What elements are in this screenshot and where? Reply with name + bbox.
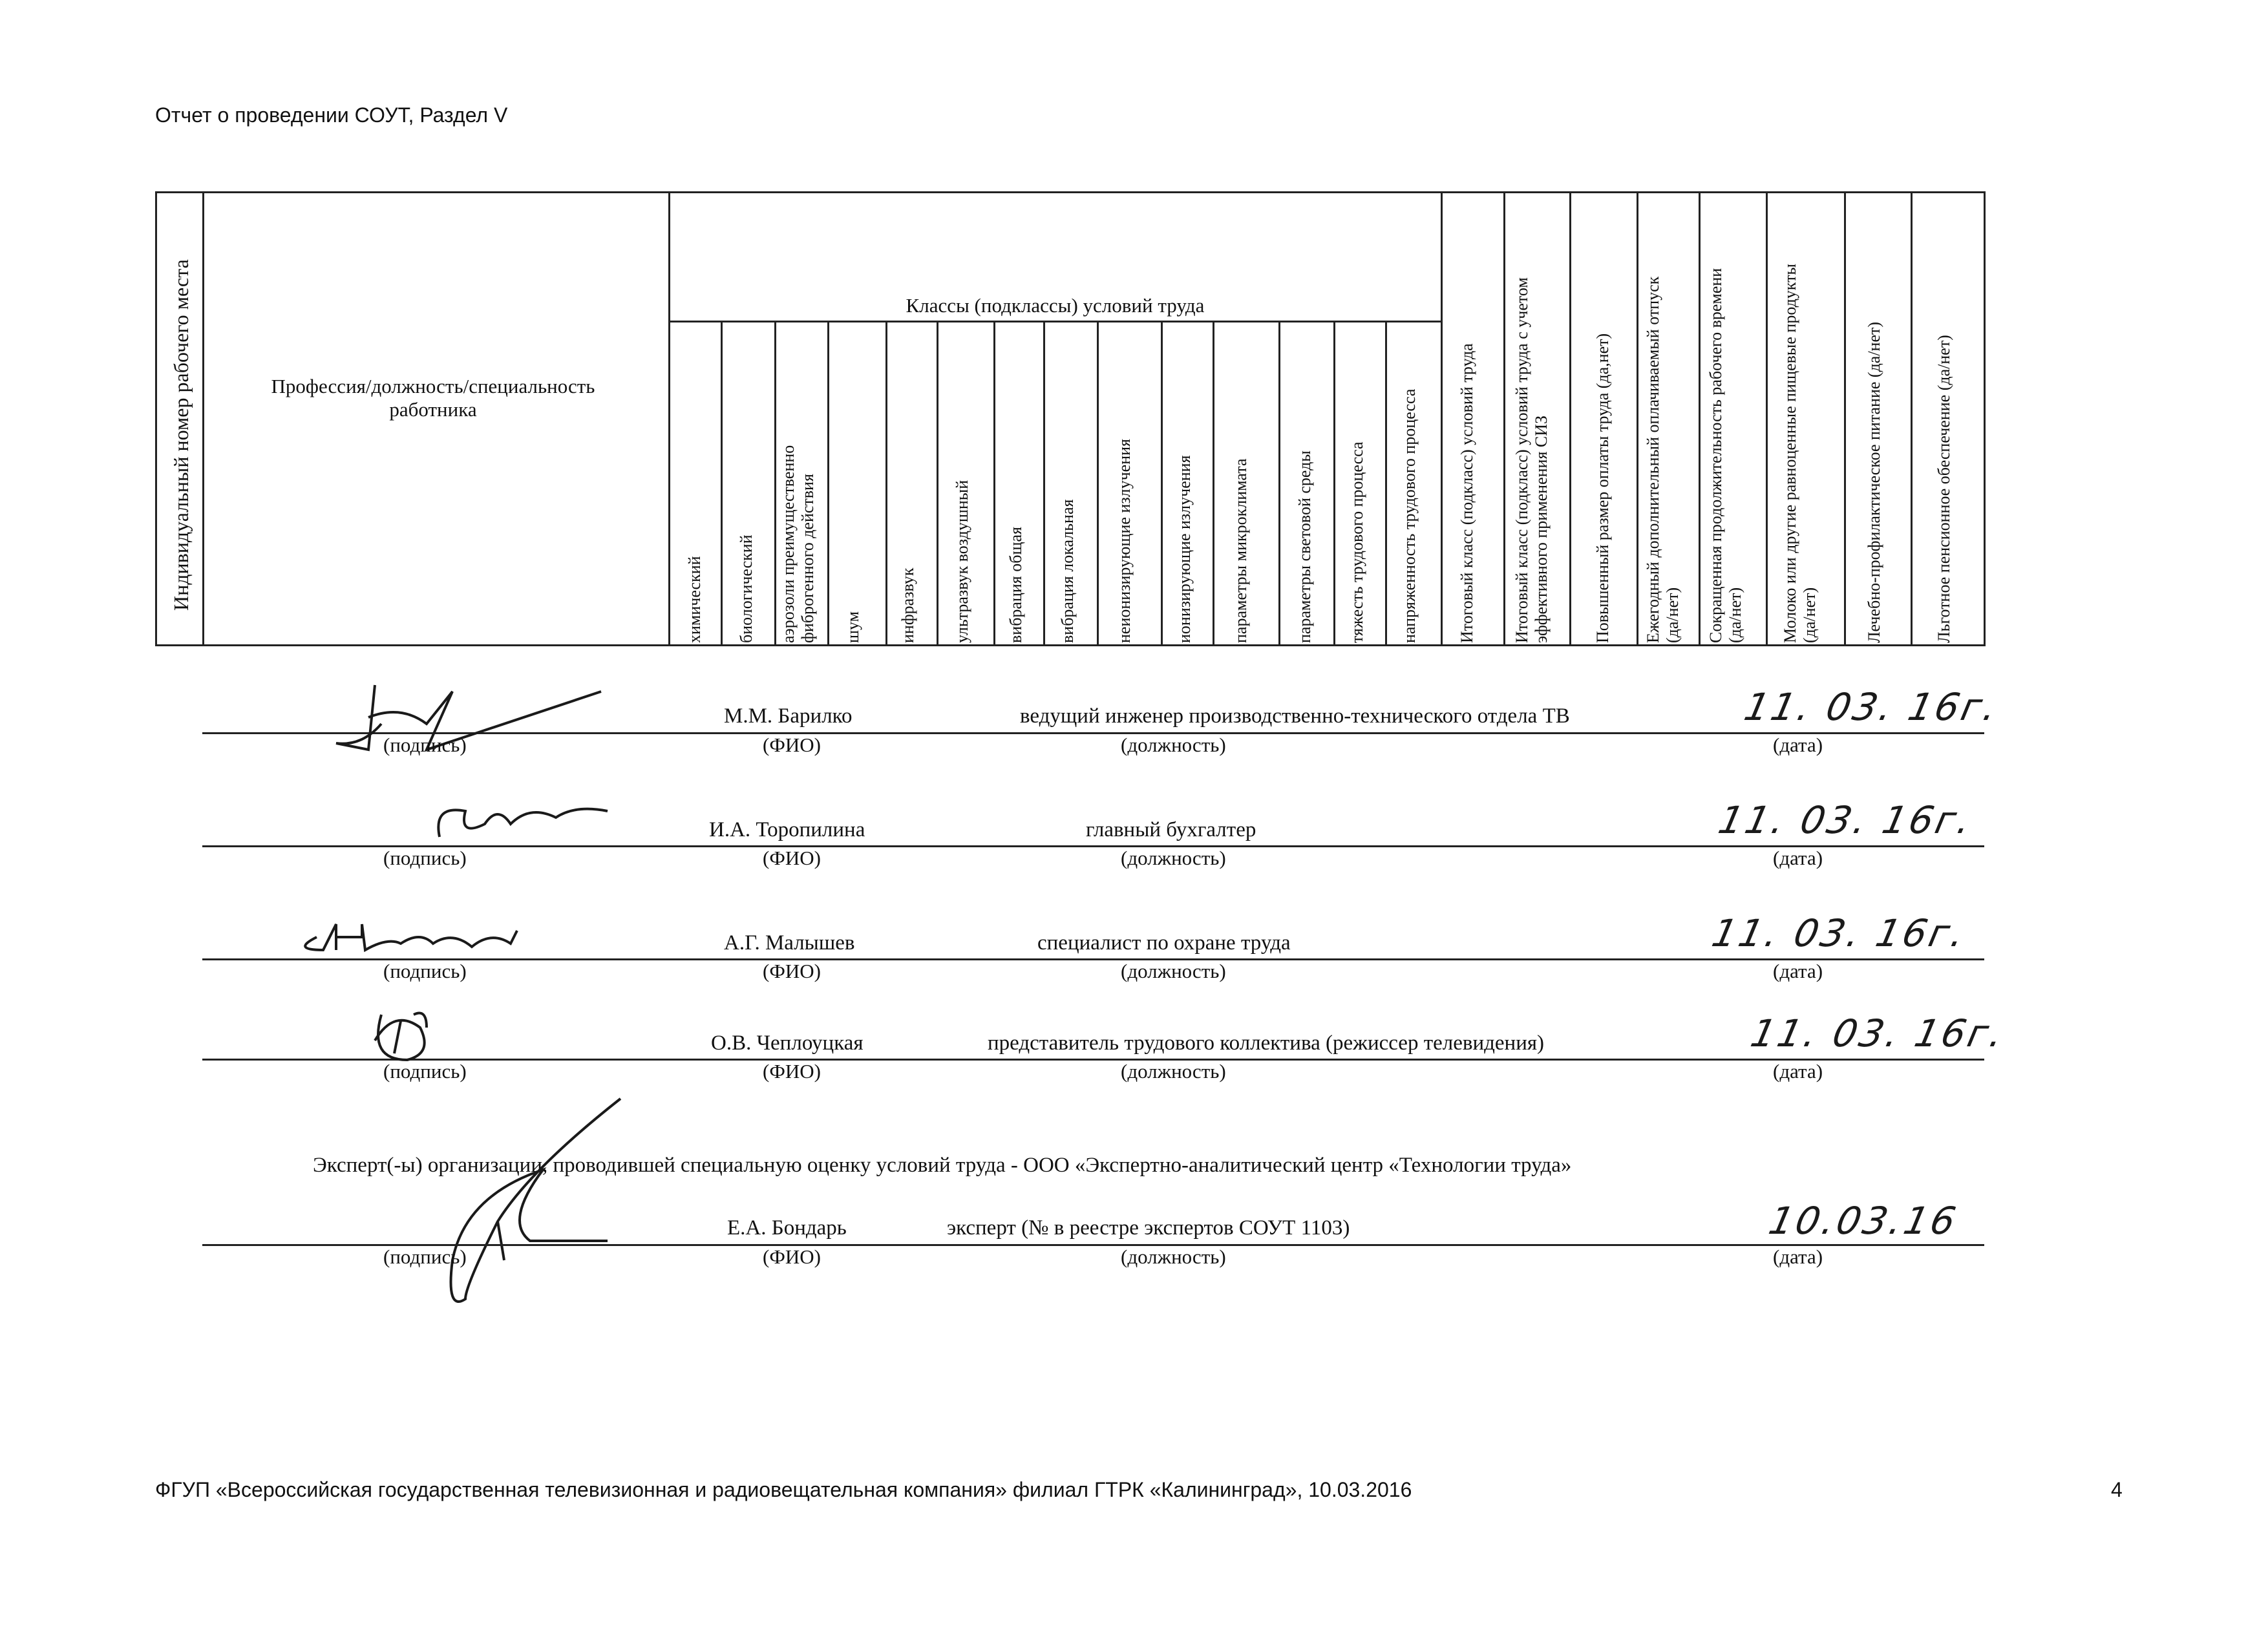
signatory-4-position: представитель трудового коллектива (режиссер телевидения)	[988, 1031, 1545, 1055]
caption-position-3: (должность)	[1121, 960, 1226, 982]
signature-expert-icon	[336, 1092, 633, 1312]
col-non-ionizing: неионизирующие излучения	[1115, 439, 1134, 643]
signatory-3-date: 11. 03. 16г.	[1708, 911, 1971, 955]
col-pension: Льготное пенсионное обеспечение (да/нет)	[1934, 335, 1953, 643]
caption-position-1: (должность)	[1121, 734, 1226, 756]
classes-group-title: Классы (подклассы) условий труда	[906, 294, 1205, 317]
caption-signature-expert: (подпись)	[383, 1245, 467, 1268]
caption-signature-1: (подпись)	[383, 734, 467, 756]
signatory-1-position: ведущий инженер производственно-технического отдела ТВ	[1020, 704, 1570, 728]
caption-date-1: (дата)	[1773, 734, 1823, 756]
col-final-class: Итоговый класс (подкласс) условий труда	[1457, 343, 1476, 643]
col-chemical: химический	[685, 556, 704, 643]
expert-date: 10.03.16	[1765, 1199, 1962, 1243]
signature-2-icon	[427, 792, 620, 850]
caption-date-2: (дата)	[1773, 847, 1823, 869]
col-vibration-general: вибрация общая	[1006, 527, 1025, 643]
caption-fio-4: (ФИО)	[763, 1060, 821, 1083]
col-ultrasound: ультразвук воздушный	[953, 480, 971, 643]
caption-fio-3: (ФИО)	[763, 960, 821, 982]
caption-fio-expert: (ФИО)	[763, 1245, 821, 1268]
signatory-3-name: А.Г. Малышев	[724, 931, 855, 955]
col-workplace-number: Индивидуальный номер рабочего места	[169, 259, 193, 611]
signature-3-icon	[284, 911, 543, 963]
col-infrasound: инфразвук	[898, 567, 917, 643]
signatory-2-name: И.А. Торопилина	[709, 818, 865, 841]
col-vibration-local: вибрация локальная	[1058, 499, 1077, 643]
col-intensity: напряженность трудового процесса	[1400, 388, 1419, 643]
caption-date-3: (дата)	[1773, 960, 1823, 982]
caption-signature-2: (подпись)	[383, 847, 467, 869]
col-ionizing: ионизирующие излучения	[1175, 455, 1194, 643]
caption-fio-1: (ФИО)	[763, 734, 821, 756]
expert-position: эксперт (№ в реестре экспертов СОУТ 1103)	[947, 1216, 1350, 1240]
signatory-2-position: главный бухгалтер	[1086, 818, 1256, 841]
caption-position-2: (должность)	[1121, 847, 1226, 869]
col-final-class-siz: Итоговый класс (подкласс) условий труда с учетом эффективного применения СИЗ	[1512, 277, 1551, 643]
col-milk: Молоко или другие равноценные пищевые продукты (да/нет)	[1781, 264, 1819, 643]
expert-intro: Эксперт(-ы) организации, проводившей специальную оценку условий труда - ООО «Экспертно-аналитический центр «Технологии труда»	[313, 1154, 1572, 1177]
col-extra-leave: Ежегодный дополнительный оплачиваемый отпуск (да/нет)	[1644, 276, 1682, 643]
col-aerosols: аэрозоли преимущественно фиброгенного действия	[779, 445, 817, 643]
col-severity: тяжесть трудового процесса	[1348, 441, 1366, 643]
document-title: Отчет о проведении СОУТ, Раздел V	[155, 103, 508, 127]
col-reduced-hours: Сокращенная продолжительность рабочего времени (да/нет)	[1706, 268, 1744, 643]
col-light: параметры световой среды	[1295, 450, 1314, 643]
caption-position-expert: (должность)	[1121, 1245, 1226, 1268]
col-noise: шум	[843, 611, 862, 643]
expert-name: Е.А. Бондарь	[727, 1216, 847, 1240]
page-number: 4	[2111, 1478, 2123, 1501]
col-microclimate: параметры микроклимата	[1231, 458, 1250, 643]
col-biological: биологический	[737, 534, 756, 643]
footer-organization: ФГУП «Всероссийская государственная телевизионная и радиовещательная компания» филиал ГТРК «Калининград», 10.03.2016	[155, 1478, 1412, 1501]
caption-signature-4: (подпись)	[383, 1060, 467, 1083]
signatory-1-name: М.М. Барилко	[724, 704, 853, 728]
signatory-3-position: специалист по охране труда	[1037, 931, 1291, 955]
signatory-4-name: О.В. Чеплоуцкая	[711, 1031, 864, 1055]
signature-1-icon	[297, 672, 620, 776]
caption-signature-3: (подпись)	[383, 960, 467, 982]
caption-date-expert: (дата)	[1773, 1245, 1823, 1268]
col-increased-pay: Повышенный размер оплаты труда (да,нет)	[1593, 333, 1612, 643]
signatory-4-date: 11. 03. 16г.	[1746, 1011, 2010, 1055]
col-therapeutic-food: Лечебно-профилактическое питание (да/нет)	[1865, 321, 1883, 643]
caption-position-4: (должность)	[1121, 1060, 1226, 1083]
signatory-1-date: 11. 03. 16г.	[1740, 685, 2004, 729]
caption-date-4: (дата)	[1773, 1060, 1823, 1083]
caption-fio-2: (ФИО)	[763, 847, 821, 869]
col-profession: Профессия/должность/специальность работника	[271, 375, 595, 421]
signatory-2-date: 11. 03. 16г.	[1714, 798, 1978, 842]
